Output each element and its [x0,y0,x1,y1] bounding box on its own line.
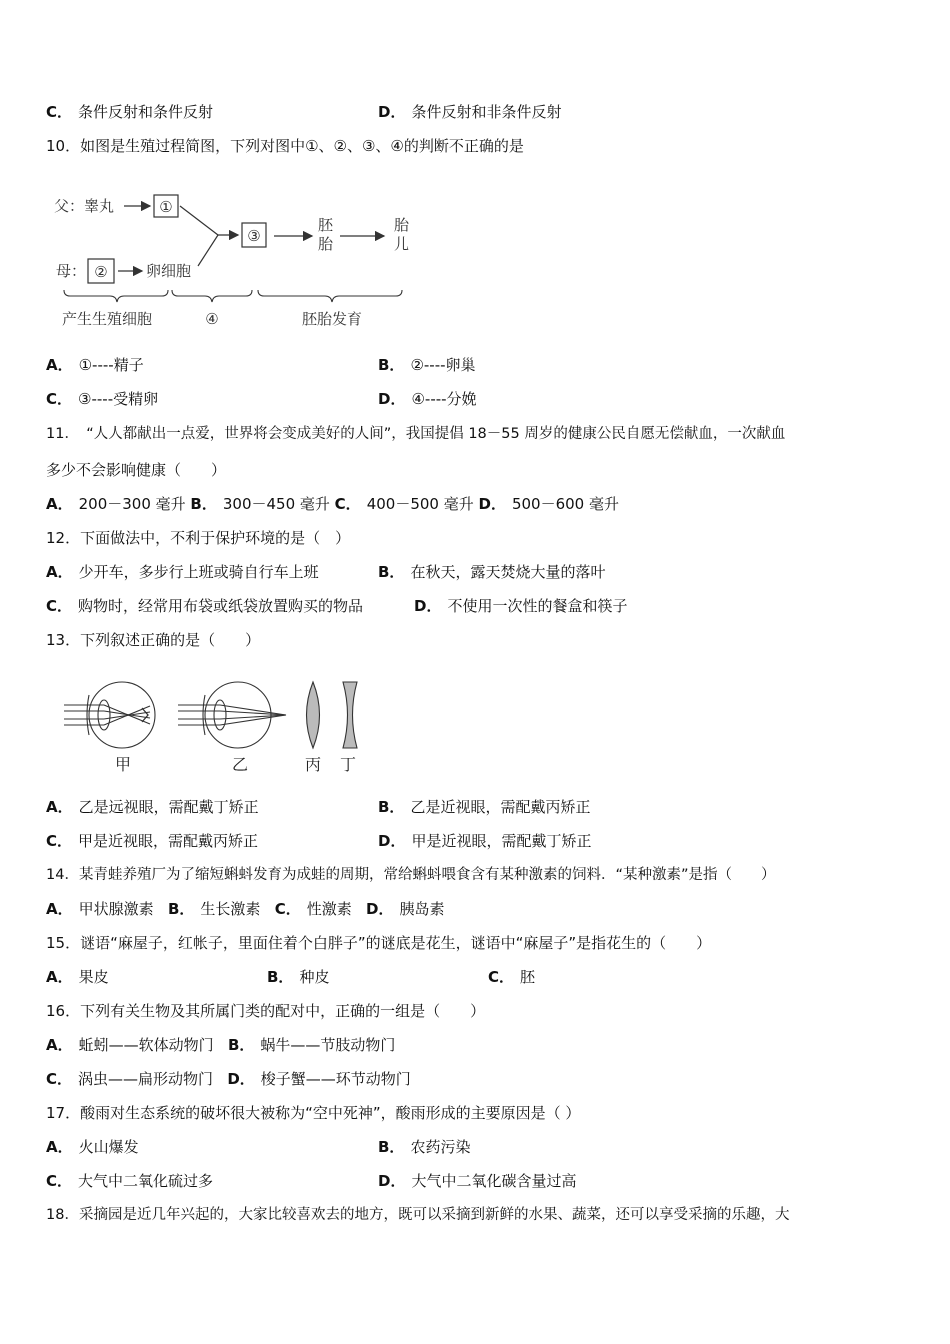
q9-option-c: C． 条件反射和条件反射 [46,103,214,121]
fetus-char-2: 儿 [394,235,410,253]
eye-lens-figure [60,678,370,778]
egg-cell-label: 卵细胞 [146,262,192,280]
brace-1-label: 产生生殖细胞 [62,310,153,328]
box-2-label: ② [94,263,108,281]
brace-2-label: ④ [205,310,219,328]
label-yi: 乙 [232,755,249,774]
label-ding: 丁 [340,755,357,774]
q12-stem: 12．下面做法中，不利于保护环境的是（ ） [46,529,351,547]
embryo-char-2: 胎 [318,235,334,253]
q12-option-a: A． 少开车，多步行上班或骑自行车上班 [46,563,319,581]
fetus-char-1: 胎 [394,216,410,234]
q13-stem: 13．下列叙述正确的是（ ） [46,631,261,649]
q15-option-b: B． 种皮 [267,968,330,986]
q16-options-cd: C． 涡虫——扁形动物门 D． 梭子蟹——环节动物门 [46,1070,411,1088]
q15-stem: 15．谜语“麻屋子，红帐子，里面住着个白胖子”的谜底是花生，谜语中“麻屋子”是指花生的（ ） [46,934,712,952]
q17-option-b: B． 农药污染 [378,1138,471,1156]
q14-stem: 14．某青蛙养殖厂为了缩短蝌蚪发育为成蛙的周期，常给蝌蚪喂食含有某种激素的饲料．“某种激素”是指（ ） [46,867,776,883]
q12-option-b: B． 在秋天，露天焚烧大量的落叶 [378,563,606,581]
q17-stem: 17．酸雨对生态系统的破坏很大被称为“空中死神”，酸雨形成的主要原因是（ ） [46,1104,581,1122]
q17-option-d: D． 大气中二氧化碳含量过高 [378,1172,577,1190]
q18-stem: 18．采摘园是近几年兴起的，大家比较喜欢去的地方，既可以采摘到新鲜的水果、蔬菜，还可以享受采摘的乐趣，大 [46,1207,790,1223]
q16-stem: 16．下列有关生物及其所属门类的配对中，正确的一组是（ ） [46,1002,486,1020]
q9-option-d: D． 条件反射和非条件反射 [378,103,562,121]
q15-option-c: C． 胚 [488,968,536,986]
q12-option-c: C． 购物时，经常用布袋或纸袋放置购买的物品 [46,597,364,615]
eye-jia [64,682,155,748]
q10-option-a: A． ①----精子 [46,356,144,374]
q14-options: A． 甲状腺激素 B． 生长激素 C． 性激素 D． 胰岛素 [46,900,445,918]
q13-option-d: D． 甲是近视眼，需配戴丁矫正 [378,832,592,850]
brace-1 [64,290,168,302]
brace-3-label: 胚胎发育 [301,310,363,328]
q11-stem-line2: 多少不会影响健康（ ） [46,461,227,479]
q10-option-c: C． ③----受精卵 [46,390,159,408]
q13-option-b: B． 乙是近视眼，需配戴丙矫正 [378,798,591,816]
q12-option-d: D． 不使用一次性的餐盒和筷子 [414,597,628,615]
label-jia: 甲 [115,755,132,774]
mother-label: 母： [56,262,87,280]
q16-options-ab: A． 蚯蚓——软体动物门 B． 蜗牛——节肢动物门 [46,1036,396,1054]
q13-option-c: C． 甲是近视眼，需配戴丙矫正 [46,832,259,850]
q15-option-a: A． 果皮 [46,968,109,986]
q10-stem: 10．如图是生殖过程简图，下列对图中①、②、③、④的判断不正确的是 [46,137,524,155]
q11-stem-line1: 11． “人人都献出一点爱，世界将会变成美好的人间”，我国提倡 18－55 周岁的健康公民自愿无偿献血，一次献血 [46,426,786,442]
lens-ding [343,682,357,748]
label-bing: 丙 [305,755,322,774]
box-1-label: ① [159,198,173,216]
brace-2 [172,290,252,302]
box-3-label: ③ [247,227,261,245]
eye-yi [178,682,286,748]
embryo-char-1: 胚 [318,216,334,234]
q11-options: A． 200－300 毫升 B． 300－450 毫升 C． 400－500 毫升 D． 500－600 毫升 [46,495,619,513]
q17-option-a: A． 火山爆发 [46,1138,139,1156]
reproduction-diagram [50,182,420,334]
father-label: 父：睾丸 [54,197,115,215]
q10-option-d: D． ④----分娩 [378,390,477,408]
brace-3 [258,290,402,302]
q10-option-b: B． ②----卵巢 [378,356,476,374]
q17-option-c: C． 大气中二氧化硫过多 [46,1172,214,1190]
lens-bing [307,682,320,748]
q13-option-a: A． 乙是远视眼，需配戴丁矫正 [46,798,259,816]
